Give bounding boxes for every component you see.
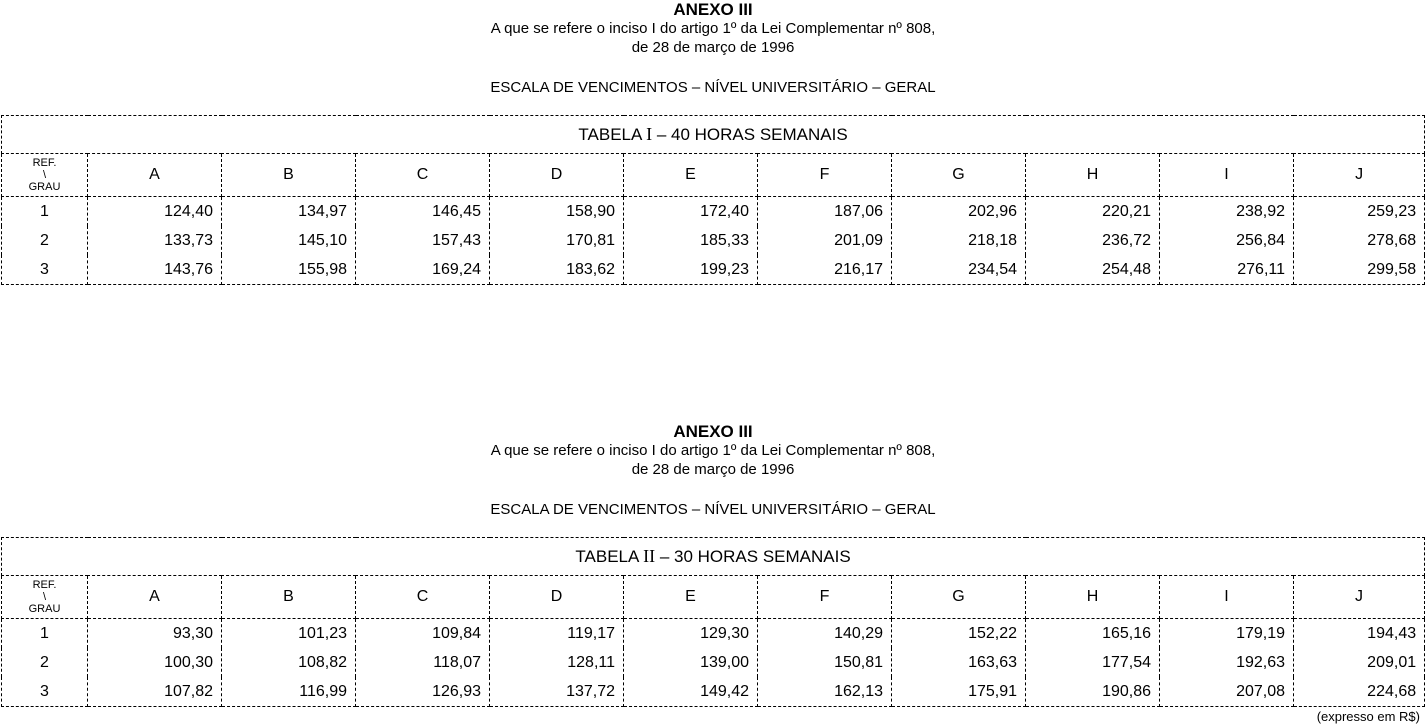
value-cell: 177,54 — [1026, 648, 1160, 677]
value-cell: 199,23 — [624, 255, 758, 285]
column-header: B — [222, 576, 356, 619]
grau-cell: 2 — [2, 226, 88, 255]
value-cell: 124,40 — [88, 197, 222, 227]
value-cell: 185,33 — [624, 226, 758, 255]
column-header: J — [1294, 154, 1425, 197]
value-cell: 169,24 — [356, 255, 490, 285]
column-header: G — [892, 154, 1026, 197]
value-cell: 259,23 — [1294, 197, 1425, 227]
value-cell: 137,72 — [490, 677, 624, 707]
salary-table-1 — [1, 115, 1425, 285]
value-cell: 183,62 — [490, 255, 624, 285]
annex-title: ANEXO III — [673, 422, 753, 441]
column-header: G — [892, 576, 1026, 619]
value-cell: 128,11 — [490, 648, 624, 677]
value-cell: 139,00 — [624, 648, 758, 677]
table-row — [2, 226, 1425, 255]
table-header-row — [2, 154, 1425, 197]
column-header: I — [1160, 576, 1294, 619]
value-cell: 216,17 — [758, 255, 892, 285]
value-cell: 220,21 — [1026, 197, 1160, 227]
value-cell: 165,16 — [1026, 619, 1160, 649]
value-cell: 278,68 — [1294, 226, 1425, 255]
value-cell: 152,22 — [892, 619, 1026, 649]
value-cell: 145,10 — [222, 226, 356, 255]
column-header: H — [1026, 154, 1160, 197]
value-cell: 170,81 — [490, 226, 624, 255]
value-cell: 93,30 — [88, 619, 222, 649]
annex-heading-2 — [0, 422, 1426, 519]
value-cell: 254,48 — [1026, 255, 1160, 285]
value-cell: 192,63 — [1160, 648, 1294, 677]
column-header: B — [222, 154, 356, 197]
table-header-row — [2, 576, 1425, 619]
value-cell: 207,08 — [1160, 677, 1294, 707]
table-row — [2, 677, 1425, 707]
column-header: C — [356, 576, 490, 619]
column-header: A — [88, 576, 222, 619]
value-cell: 162,13 — [758, 677, 892, 707]
annex-reference-line: A que se refere o inciso I do artigo 1º da Lei Complementar nº 808, — [490, 20, 936, 37]
value-cell: 150,81 — [758, 648, 892, 677]
value-cell: 209,01 — [1294, 648, 1425, 677]
value-cell: 133,73 — [88, 226, 222, 255]
value-cell: 116,99 — [222, 677, 356, 707]
currency-footnote: (expresso em R$) — [1316, 709, 1420, 724]
table-row — [2, 648, 1425, 677]
annex-date-line: de 28 de março de 1996 — [631, 39, 795, 56]
value-cell: 155,98 — [222, 255, 356, 285]
table-row — [2, 255, 1425, 285]
value-cell: 107,82 — [88, 677, 222, 707]
value-cell: 299,58 — [1294, 255, 1425, 285]
grau-cell: 1 — [2, 197, 88, 227]
value-cell: 194,43 — [1294, 619, 1425, 649]
value-cell: 218,18 — [892, 226, 1026, 255]
grau-cell: 1 — [2, 619, 88, 649]
column-header: H — [1026, 576, 1160, 619]
value-cell: 202,96 — [892, 197, 1026, 227]
value-cell: 175,91 — [892, 677, 1026, 707]
value-cell: 146,45 — [356, 197, 490, 227]
column-header: F — [758, 576, 892, 619]
column-header: E — [624, 154, 758, 197]
value-cell: 100,30 — [88, 648, 222, 677]
annex-title: ANEXO III — [673, 0, 753, 19]
value-cell: 157,43 — [356, 226, 490, 255]
value-cell: 118,07 — [356, 648, 490, 677]
value-cell: 109,84 — [356, 619, 490, 649]
annex-reference-line: A que se refere o inciso I do artigo 1º da Lei Complementar nº 808, — [490, 442, 936, 459]
value-cell: 172,40 — [624, 197, 758, 227]
column-header: F — [758, 154, 892, 197]
value-cell: 129,30 — [624, 619, 758, 649]
column-header: C — [356, 154, 490, 197]
ref-grau-header: REF. \ GRAU — [2, 576, 88, 619]
value-cell: 224,68 — [1294, 677, 1425, 707]
table-caption: TABELA I – 40 HORAS SEMANAIS — [2, 116, 1425, 154]
value-cell: 126,93 — [356, 677, 490, 707]
column-header: E — [624, 576, 758, 619]
grau-cell: 2 — [2, 648, 88, 677]
value-cell: 234,54 — [892, 255, 1026, 285]
column-header: I — [1160, 154, 1294, 197]
salary-table-2 — [1, 537, 1425, 707]
value-cell: 238,92 — [1160, 197, 1294, 227]
column-header: A — [88, 154, 222, 197]
value-cell: 201,09 — [758, 226, 892, 255]
table-row — [2, 619, 1425, 649]
value-cell: 108,82 — [222, 648, 356, 677]
table-row — [2, 197, 1425, 227]
value-cell: 163,63 — [892, 648, 1026, 677]
value-cell: 158,90 — [490, 197, 624, 227]
value-cell: 187,06 — [758, 197, 892, 227]
value-cell: 119,17 — [490, 619, 624, 649]
salary-scale-title: ESCALA DE VENCIMENTOS – NÍVEL UNIVERSITÁRIO – GERAL — [490, 501, 936, 518]
column-header: J — [1294, 576, 1425, 619]
value-cell: 134,97 — [222, 197, 356, 227]
grau-cell: 3 — [2, 255, 88, 285]
value-cell: 101,23 — [222, 619, 356, 649]
table-caption: TABELA II – 30 HORAS SEMANAIS — [2, 538, 1425, 576]
annex-heading-1 — [0, 0, 1426, 97]
value-cell: 143,76 — [88, 255, 222, 285]
salary-scale-title: ESCALA DE VENCIMENTOS – NÍVEL UNIVERSITÁRIO – GERAL — [490, 79, 936, 96]
value-cell: 140,29 — [758, 619, 892, 649]
value-cell: 276,11 — [1160, 255, 1294, 285]
value-cell: 256,84 — [1160, 226, 1294, 255]
value-cell: 149,42 — [624, 677, 758, 707]
grau-cell: 3 — [2, 677, 88, 707]
annex-date-line: de 28 de março de 1996 — [631, 461, 795, 478]
column-header: D — [490, 154, 624, 197]
ref-grau-header: REF. \ GRAU — [2, 154, 88, 197]
value-cell: 236,72 — [1026, 226, 1160, 255]
column-header: D — [490, 576, 624, 619]
value-cell: 190,86 — [1026, 677, 1160, 707]
value-cell: 179,19 — [1160, 619, 1294, 649]
